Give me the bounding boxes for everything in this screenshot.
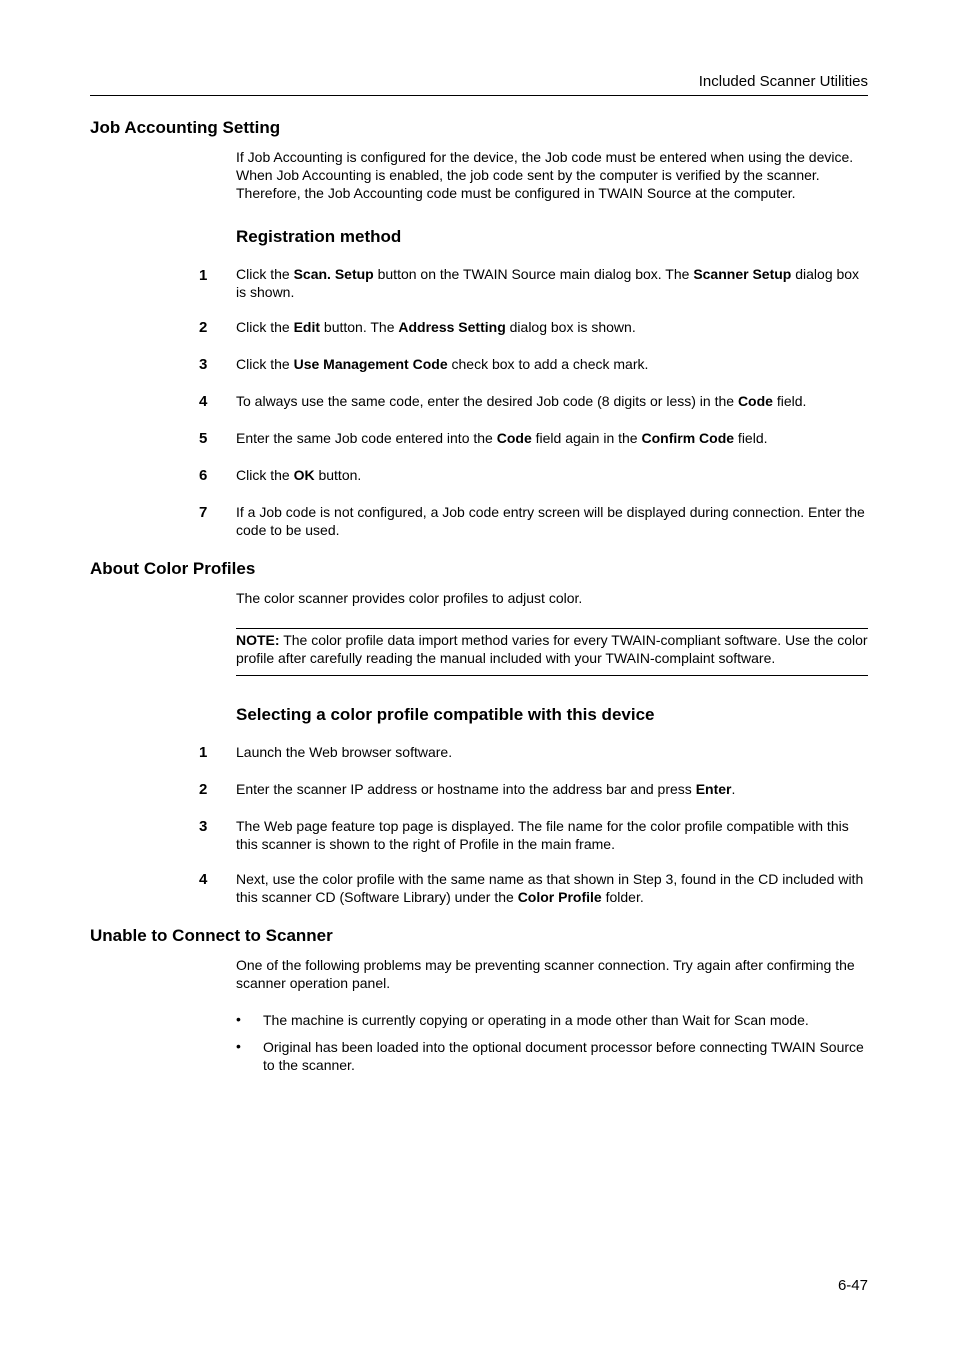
step-number: 1 <box>199 744 208 761</box>
page-number: 6-47 <box>837 1277 868 1294</box>
section-heading-color-profiles: About Color Profiles <box>90 559 256 578</box>
subheading-selecting-color-profile: Selecting a color profile compatible with this device <box>236 705 655 724</box>
note-text: NOTE: The color profile data import method varies for every TWAIN-compliant software. Use the color profile after carefully reading the manual included with your TWAIN-complaint software. <box>236 632 868 666</box>
step-text: Next, use the color profile with the same name as that shown in Step 3, found in the CD included with this scanner CD (Software Library) under the Color Profile folder. <box>236 871 864 905</box>
step-text: To always use the same code, enter the desired Job code (8 digits or less) in the Code field. <box>236 393 807 409</box>
step-number: 4 <box>199 871 208 888</box>
step-number: 3 <box>199 818 208 835</box>
running-header: Included Scanner Utilities <box>698 73 868 90</box>
step-number: 6 <box>199 467 208 484</box>
step-number: 3 <box>199 356 208 373</box>
step-text: Click the OK button. <box>236 467 362 483</box>
job-accounting-intro: If Job Accounting is configured for the device, the Job code must be entered when using the device. When Job Accounting is enabled, the job code sent by the computer is verified by the scanner. Therefore, the Job Accounting code must be configured in TWAIN Source at the computer. <box>236 149 854 201</box>
step-number: 4 <box>199 393 208 410</box>
step-text: Enter the same Job code entered into the Code field again in the Confirm Code field. <box>236 430 768 446</box>
step-number: 1 <box>199 267 208 284</box>
step-number: 5 <box>199 430 208 447</box>
step-text: The Web page feature top page is displayed. The file name for the color profile compatible with this this scanner is shown to the right of Profile in the main frame. <box>236 818 849 852</box>
bullet-marker: • <box>236 1011 241 1027</box>
step-text: Enter the scanner IP address or hostname into the address bar and press Enter. <box>236 781 736 797</box>
subheading-registration-method: Registration method <box>236 227 402 246</box>
step-text: If a Job code is not configured, a Job code entry screen will be displayed during connection. Enter the code to be used. <box>236 504 865 538</box>
section-heading-job-accounting: Job Accounting Setting <box>90 118 281 137</box>
step-text: Click the Edit button. The Address Setting dialog box is shown. <box>236 319 636 335</box>
header-divider <box>90 95 868 96</box>
step-text: Click the Scan. Setup button on the TWAIN Source main dialog box. The Scanner Setup dialog box is shown. <box>236 266 860 300</box>
bullet-marker: • <box>236 1038 241 1054</box>
step-text: Click the Use Management Code check box to add a check mark. <box>236 356 649 372</box>
color-profiles-intro: The color scanner provides color profiles to adjust color. <box>236 590 583 606</box>
step-text: Launch the Web browser software. <box>236 744 453 760</box>
bullet-item: The machine is currently copying or operating in a mode other than Wait for Scan mode. <box>263 1012 809 1028</box>
section-heading-unable-connect: Unable to Connect to Scanner <box>90 926 333 945</box>
step-number: 2 <box>199 319 208 336</box>
step-number: 2 <box>199 781 208 798</box>
note-label: NOTE: <box>236 632 280 648</box>
step-number: 7 <box>199 504 208 521</box>
bullet-item: Original has been loaded into the optional document processor before connecting TWAIN Source to the scanner. <box>263 1039 864 1073</box>
note-box <box>236 628 868 676</box>
unable-connect-intro: One of the following problems may be preventing scanner connection. Try again after confirming the scanner operation panel. <box>236 957 855 991</box>
